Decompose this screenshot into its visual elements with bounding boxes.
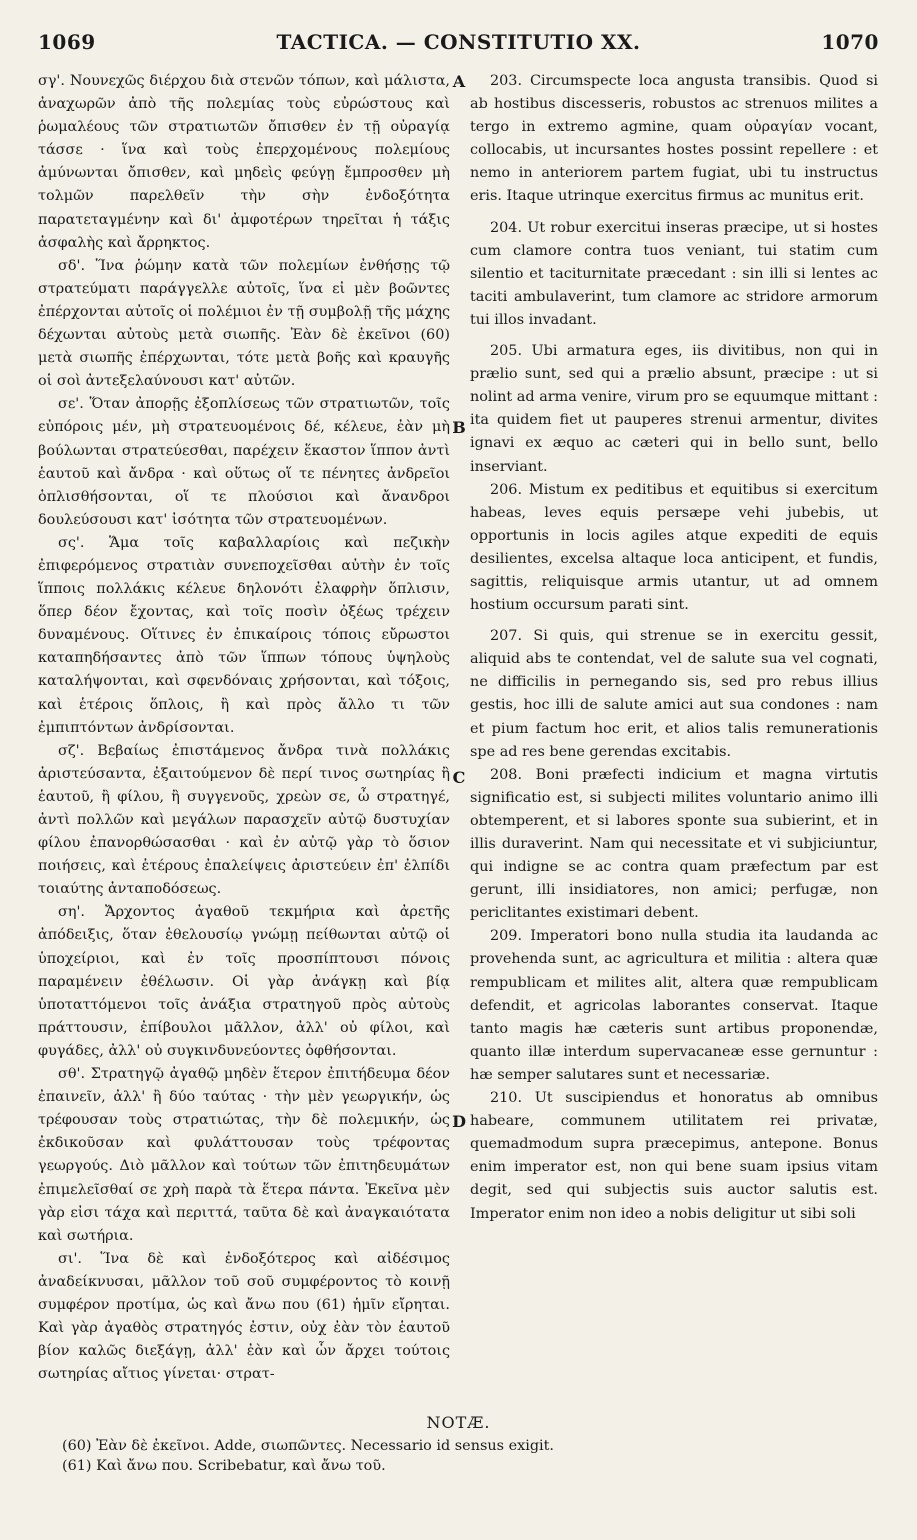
greek-paragraph-209: σθ'. Στρατηγῷ ἀγαθῷ μηδὲν ἕτερον ἐπιτήδευμα δέον ἐπαινεῖν, ἀλλ' ἢ δύο ταύτας · τὴν μὲν γεωργικήν, ὡς τρέφουσαν τοὺς στρατιώτας, τὴν δὲ πολεμικήν, ὡς ἐκδικοῦσαν καὶ φυλάττουσαν τοὺς τρέφοντας γεωργούς. Διὸ μᾶλλον καὶ τούτων τῶν ἐπιτηδευμάτων ἐπιμελεῖσθαί σε χρὴ παρὰ τὰ ἕτερα πάντα. Ἐκεῖνα μὲν γὰρ εἰσι τάχα καὶ περιττά, ταῦτα δὲ καὶ ἀναγκαιότατα καὶ σωτήρια.: [38, 1066, 450, 1244]
right-page-number: 1070: [821, 30, 879, 54]
latin-paragraph-204: 204. Ut robur exercitui inseras præcipe, ut si hostes cum clamore contra tuos veniant, tui statim cum silentio et taciturnitate præcedant : sin illi si lentes ac taciti ambulaverint, tum clamore ac stridore armorum tui illos invadant.: [470, 219, 878, 328]
running-title: TACTICA. — CONSTITUTIO XX.: [276, 30, 641, 54]
latin-paragraph-203: 203. Circumspecte loca angusta transibis. Quod si ab hostibus discesseris, robustos ac strenuos milites a tergo in extremo agmine, quam οὐραγίαν vocant, collocabis, ut incursantes hostes possint repellere : et nemo in anteriorem partem fugiat, ubi tu instructus eris. Itaque utrinque exercitus firmus ac munitus erit.: [470, 73, 878, 205]
footnote-60: (60) Ἐὰν δὲ ἐκεῖνοι. Adde, σιωπῶντες. Necessario id sensus exigit.: [62, 1438, 554, 1454]
greek-column: [38, 70, 450, 1410]
running-header: [38, 30, 879, 64]
latin-paragraph-206: 206. Mistum ex peditibus et equitibus si exercitum habeas, leves equis persæpe vehi jubebis, ut opportunis in locis agiles atque expediti de equis desilientes, excelsa altaque loca anticipent, et fundis, sagittis, reliquisque armis utantur, ut ad omnem hostium occursum parati sint.: [470, 481, 878, 614]
margin-marker-b: B: [452, 418, 466, 437]
greek-paragraph-206: σς'. Ἅμα τοῖς καβαλλαρίοις καὶ πεζικὴν ἐπιφερόμενος στρατιὰν συνεποχεῖσθαι αὐτὴν ἐν τοῖς ἵπποις πολλάκις κέλευε δηλονότι ἐλαφρὴν ὅπλισιν, ὅπερ δέον ἔχοντας, καὶ τοῖς ποσὶν ὀξέως τρέχειν δυναμένους. Οἵτινες ἐν ἐπικαίροις τόποις εὔρωστοι καταπηδήσαντες ἀπὸ τῶν ἵππων τόπους ὑψηλοὺς καταλήψονται, καὶ σφενδόναις χρήσονται, καὶ τόξοις, καὶ ἑτέροις ὅπλοις, ἢ καὶ πρὸς ἄλλο τι τῶν ἐμπιπτόντων ἀνδρίσονται.: [38, 534, 450, 736]
latin-paragraph-208: 208. Boni præfecti indicium et magna virtutis significatio est, si subjecti milites voluntario animo illi obtemperent, et si labores sponte sua subierint, et in illis duraverint. Nam qui necessitate et vi subjiciuntur, qui indigne se ac contra quam præfectum par est gerunt, illi insidiatores, non amici; perfugæ, non periclitantes existimari debent.: [470, 766, 878, 922]
footnotes: [62, 1436, 879, 1476]
notes-heading: NOTÆ.: [426, 1413, 491, 1432]
greek-paragraph-204: σδ'. Ἵνα ῥώμην κατὰ τῶν πολεμίων ἐνθήσῃς τῷ στρατεύματι παράγγελλε αὐτοῖς, ἵνα εἰ μὲν βοῶντες ἐπέρχονται αὐτοῖς οἱ πολέμιοι ἐν τῇ συμβολῇ τῆς μάχης δέχωνται αὐτοὺς μετὰ σιωπῆς. Ἐὰν δὲ ἐκεῖνοι (60) μετὰ σιωπῆς ἐπέρχωνται, τότε μετὰ βοῆς καὶ κραυγῆς οἱ σοὶ ἀντεξελαύνουσι κατ' αὐτῶν.: [38, 257, 450, 390]
greek-paragraph-207: σζ'. Βεβαίως ἐπιστάμενος ἄνδρα τινὰ πολλάκις ἀριστεύσαντα, ἐξαιτούμενον δὲ περί τινος σωτηρίας ἢ ἑαυτοῦ, ἢ φίλου, ἢ συγγενοῦς, χρεὼν σε, ὦ στρατηγέ, ἀντὶ πολλῶν καὶ μεγάλων παρασχεῖν αὐτῷ δυστυχίαν φίλου ἐπανορθώσασθαι · καὶ ἐν αὐτῷ γὰρ τὸ ὅσιον ποιήσεις, καὶ ἑτέρους ἐπαλείψεις ἀριστεύειν ἐπ' ἐλπίδι τοιαύτης ἀνταποδόσεως.: [38, 742, 450, 898]
footnote-61: (61) Καὶ ἄνω που. Scribebatur, καὶ ἄνω τοῦ.: [62, 1458, 386, 1474]
greek-paragraph-210: σι'. Ἵνα δὲ καὶ ἐνδοξότερος καὶ αἰδέσιμος ἀναδείκνυσαι, μᾶλλον τοῦ σοῦ συμφέροντος τὸ κοινῇ συμφέρον προτίμα, ὡς καὶ ἄνω που (61) ἡμῖν εἴρηται. Καὶ γὰρ ἀγαθὸς στρατηγός ἐστιν, οὐχ ἐὰν τὸν ἑαυτοῦ βίον καλῶς διεξάγῃ, ἀλλ' ἐὰν καὶ ὧν ἄρχει τούτοις σωτηρίας αἴτιος γίνεται· στρατ-: [38, 1250, 450, 1383]
latin-paragraph-209: 209. Imperatori bono nulla studia ita laudanda ac provehenda sunt, ac agricultura et militia : altera quæ rempublicam et milites alit, altera quæ rempublicam defendit, et agricolas laborantes conservat. Itaque tanto magis hæ cæteris sunt artibus proponendæ, quanto illæ interdum supervacaneæ esse gernuntur : hæ semper salutares sunt et necessariæ.: [470, 928, 878, 1083]
greek-paragraph-205: σε'. Ὅταν ἀπορῇς ἐξοπλίσεως τῶν στρατιωτῶν, τοῖς εὐπόροις μέν, μὴ στρατευομένοις δέ, κέλευε, ἐὰν μὴ βούλωνται στρατεύεσθαι, παρέχειν ἕκαστον ἵππον ἀντὶ ἑαυτοῦ καὶ ἄνδρα · καὶ οὕτως οἵ τε πένητες ἀνδρεῖοι ὁπλισθήσονται, οἵ τε πλούσιοι καὶ ἄνανδροι δουλεύσουσι κατ' ἰσότητα τῶν στρατευομένων.: [38, 396, 450, 528]
latin-paragraph-205: 205. Ubi armatura eges, iis divitibus, non qui in prælio sunt, sed qui a prælio absunt, præcipe : ut si nolint ad arma venire, virum pro se equumque mittant : ita quidem fiet ut pauperes strenui armentur, divites ignavi ex æquo ac cæteri qui in bello sunt, bello inserviant.: [470, 343, 878, 475]
latin-paragraph-210: 210. Ut suscipiendus et honoratus ab omnibus habeare, communem utilitatem rei privatæ, quemadmodum supra præcepimus, antepone. Bonus enim imperator est, non qui bene suam ipsius vitam degit, sed qui subjectis suis auctor salutis est. Imperator enim non ideo a nobis deligitur ut sibi soli: [470, 1090, 878, 1222]
margin-marker-a: A: [452, 72, 466, 91]
greek-paragraph-208: ση'. Ἄρχοντος ἀγαθοῦ τεκμήρια καὶ ἀρετῆς ἀπόδειξις, ὅταν ἐθελουσίῳ γνώμῃ πείθωνται αὐτῷ οἱ ὑποχείριοι, καὶ ἐν τοῖς προσπίπτουσι πόνοις παραμένειν ἐθέλωσιν. Οἱ γὰρ ἀνάγκῃ καὶ βίᾳ ὑποταττόμενοι τοῖς ἀνάξια στρατηγοῦ πρὸς αὐτοὺς πράττουσιν, ἐπίβουλοι μᾶλλον, ἀλλ' οὐ φίλοι, καὶ φυγάδες, ἀλλ' οὐ συγκινδυνεύοντες ὀφθήσονται.: [38, 904, 450, 1059]
latin-column: [470, 70, 878, 1410]
margin-marker-d: D: [452, 1112, 466, 1131]
greek-paragraph-203: σγ'. Νουνεχῶς διέρχου διὰ στενῶν τόπων, καὶ μάλιστα, ἀναχωρῶν ἀπὸ τῆς πολεμίας τοὺς εὐρώστους καὶ ῥωμαλέους τῶν στρατιωτῶν ὄπισθεν ἐν τῇ οὐραγίᾳ τάσσε · ἵνα καὶ τοὺς ἐπερχομένους πολεμίους ἀμύνωνται ὄπισθεν, καὶ μηδεὶς φεύγῃ ἔμπροσθεν μὴ τολμῶν παρελθεῖν τὴν σὴν ἐνδοξότητα παρατεταγμένην καὶ δι' ἀμφοτέρων τηρεῖται ἡ τάξις ἀσφαλὴς καὶ ἄρρηκτος.: [38, 73, 450, 251]
left-page-number: 1069: [38, 30, 96, 54]
margin-marker-c: C: [452, 768, 466, 787]
latin-paragraph-207: 207. Si quis, qui strenue se in exercitu gessit, aliquid abs te contendat, vel de salute sua vel cognati, ne difficilis in pernegando sis, sed pro rebus illius gestis, hoc illi de salute amici aut sua condones : nam et pium factum hoc erit, et alios talis remunerationis spe ad res bene gerendas excitabis.: [470, 628, 878, 760]
